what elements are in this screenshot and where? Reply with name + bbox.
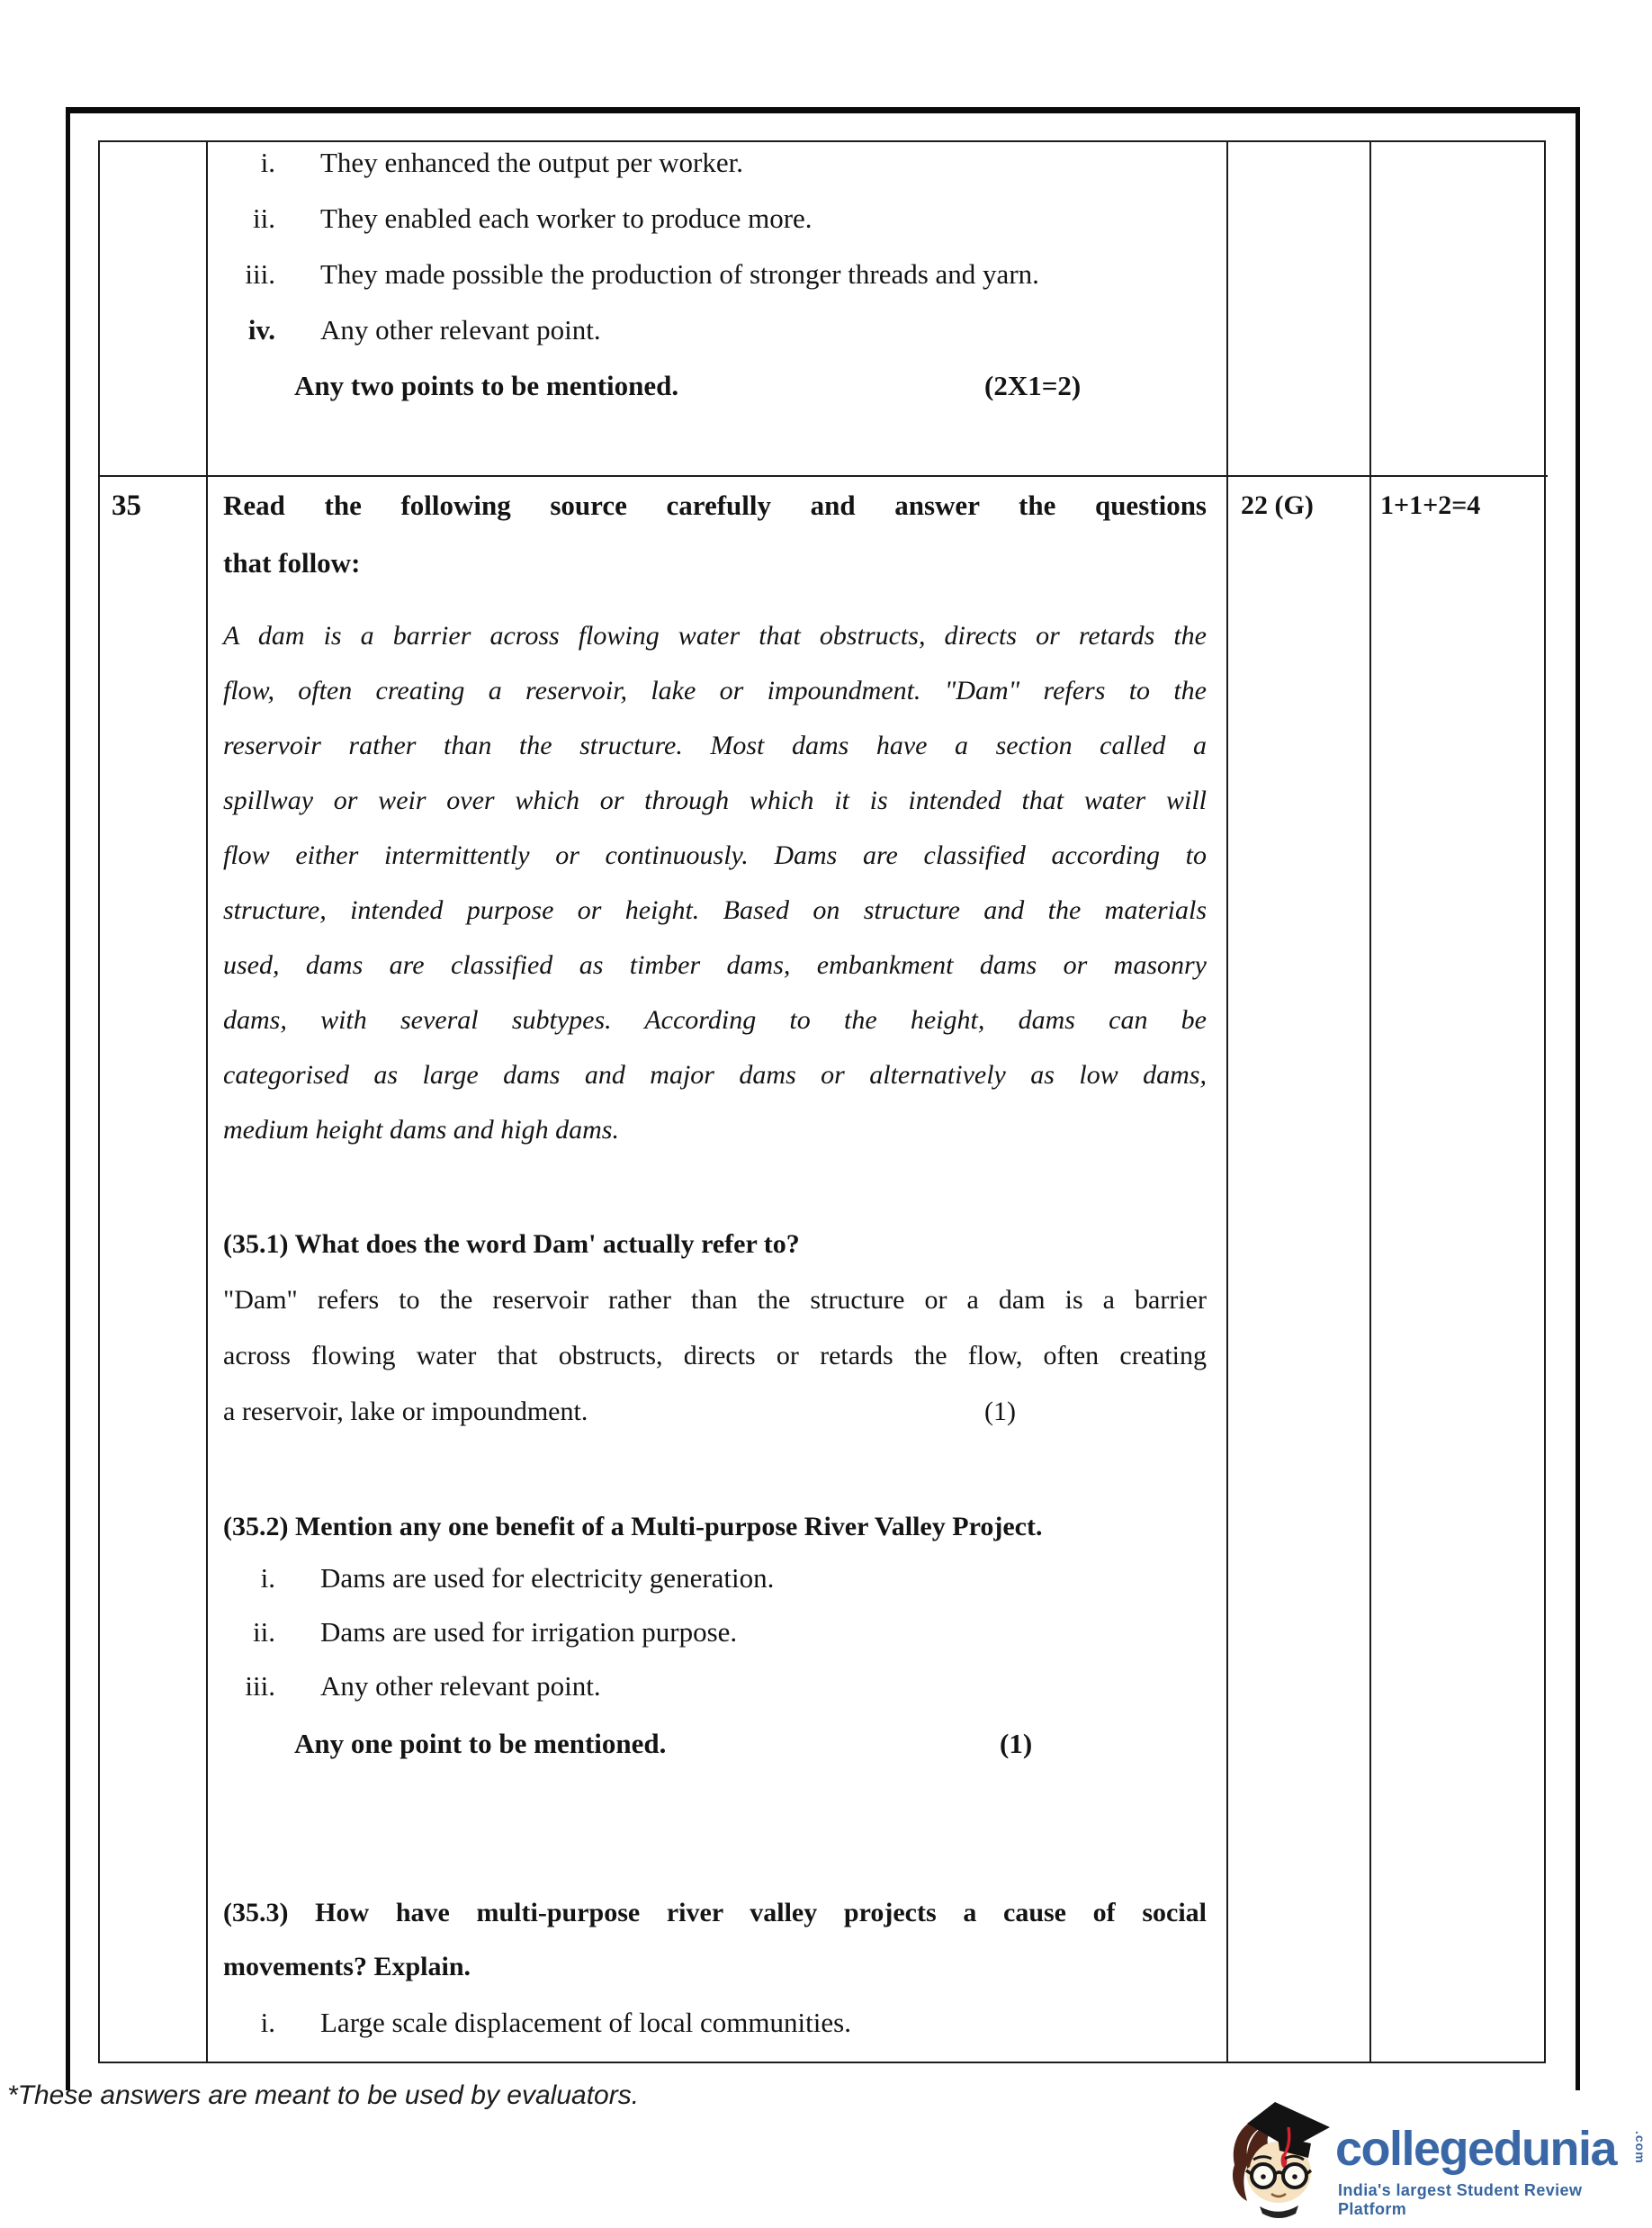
list-marker: i. [260, 2007, 275, 2038]
collegedunia-mascot-icon [1224, 2100, 1333, 2223]
source-line: categorised as large dams and major dams or alternatively as low dams, [223, 1060, 1207, 1090]
list-item [223, 1605, 1207, 1659]
list-marker: iv. [247, 314, 275, 346]
sub-question-35-3-line1: (35.3) How have multi-purpose river valley projects a cause of social [223, 1898, 1207, 1927]
row1-total-cell-empty [1371, 142, 1548, 477]
evaluator-footnote: *These answers are meant to be used by evaluators. [7, 2080, 640, 2110]
collegedunia-brand-text: collegedunia [1335, 2122, 1617, 2176]
row1-marks-cell-empty [1228, 142, 1371, 477]
row1-evaluator-note [238, 358, 1222, 414]
list-item-text: Any other relevant point. [320, 1670, 601, 1702]
source-line: dams, with several subtypes. According to the height, dams can be [223, 1005, 1207, 1035]
list-item-text: Dams are used for irrigation purpose. [320, 1616, 738, 1648]
list-item-text: Dams are used for electricity generation. [320, 1562, 775, 1594]
list-item-text: They enhanced the output per worker. [320, 147, 743, 178]
marks-total-cell [1371, 477, 1548, 2063]
note-text: Any two points to be mentioned. [294, 370, 679, 401]
source-reference: 22 (G) [1241, 490, 1314, 520]
answer-line [223, 1384, 1207, 1440]
list-marker: iii. [245, 1670, 275, 1702]
answer-line: "Dam" refers to the reservoir rather than the structure or a dam is a barrier [223, 1285, 1207, 1315]
collegedunia-tld-text: .com [1633, 2131, 1648, 2164]
list-item [223, 1659, 1207, 1713]
source-line: structure, intended purpose or height. Based on structure and the materials [223, 895, 1207, 925]
sub-question-35-2-heading: (35.2) Mention any one benefit of a Multi-purpose River Valley Project. [223, 1512, 1043, 1541]
list-marker: i. [260, 1562, 275, 1594]
list-marker: ii. [253, 1616, 275, 1648]
collegedunia-logo [1220, 2098, 1650, 2226]
collegedunia-tagline: India's largest Student Review Platform [1338, 2181, 1583, 2218]
marks-inline: (2X1=2) [984, 370, 1082, 401]
marking-scheme-table [98, 140, 1546, 2063]
list-item [223, 1551, 1207, 1605]
list-item [223, 247, 1207, 302]
answer-35-2-list [223, 1551, 1207, 1713]
sub-question-35-3-heading [223, 1886, 1207, 1994]
row1-content-cell [208, 142, 1228, 477]
list-marker: ii. [253, 202, 275, 234]
list-item-text: Large scale displacement of local communities. [320, 2007, 851, 2038]
question-heading-line2: that follow: [223, 547, 361, 579]
list-item-text: Any other relevant point. [320, 314, 601, 346]
row1-roman-list [223, 135, 1207, 358]
list-marker: i. [260, 147, 275, 178]
answer-line: across flowing water that obstructs, directs or retards the flow, often creating [223, 1341, 1207, 1370]
question-heading [223, 477, 1207, 592]
source-line: used, dams are classified as timber dams, embankment dams or masonry [223, 950, 1207, 980]
source-passage [223, 608, 1207, 1157]
answer-line-text: a reservoir, lake or impoundment. [223, 1397, 588, 1426]
source-line: flow either intermittently or continuously. Dams are classified according to [223, 840, 1207, 870]
answer-35-1 [223, 1272, 1207, 1440]
qno-cell-empty [100, 142, 208, 477]
list-item [223, 135, 1207, 191]
sub-question-35-3-line2: movements? Explain. [223, 1952, 471, 1981]
marks-inline: (1) [984, 1397, 1016, 1426]
source-line: medium height dams and high dams. [223, 1115, 619, 1145]
list-marker: iii. [245, 258, 275, 290]
answer-35-3-list [223, 1996, 1207, 2050]
qno-cell [100, 477, 208, 2063]
note-text: Any one point to be mentioned. [294, 1728, 667, 1759]
source-line: reservoir rather than the structure. Most dams have a section called a [223, 731, 1207, 760]
list-item [223, 302, 1207, 358]
list-item-text: They made possible the production of stronger threads and yarn. [320, 258, 1039, 290]
question-number: 35 [112, 490, 141, 522]
row2-content-cell [208, 477, 1228, 2063]
list-item-text: They enabled each worker to produce more. [320, 202, 813, 234]
source-line: A dam is a barrier across flowing water that obstructs, directs or retards the [223, 621, 1207, 651]
source-reference-cell [1228, 477, 1371, 2063]
sub-question-35-1-heading: (35.1) What does the word Dam' actually refer to? [223, 1229, 800, 1259]
source-line: flow, often creating a reservoir, lake or impoundment. "Dam" refers to the [223, 676, 1207, 705]
question-heading-line1: Read the following source carefully and answer the questions [223, 490, 1207, 521]
source-line: spillway or weir over which or through which it is intended that water will [223, 786, 1207, 815]
marks-inline: (1) [1000, 1728, 1033, 1759]
marks-total: 1+1+2=4 [1380, 490, 1481, 520]
list-item [223, 191, 1207, 247]
answer-35-2-note [238, 1716, 1222, 1772]
list-item [223, 1996, 1207, 2050]
